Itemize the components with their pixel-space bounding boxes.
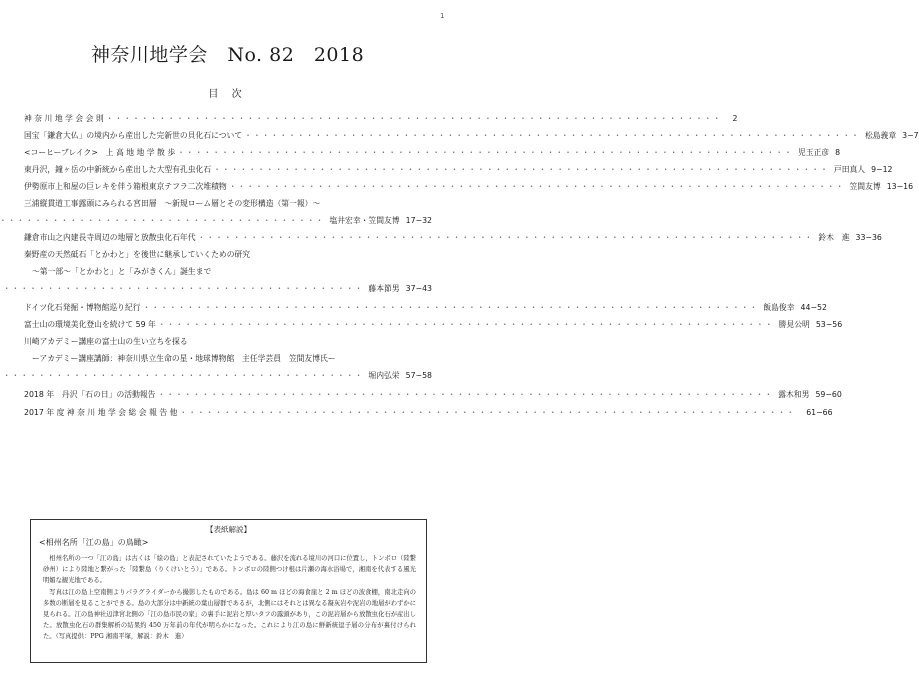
- journal-title: 神奈川地学会 No. 82 2018: [90, 44, 365, 66]
- toc-entry-title: 秦野産の天然砥石「とかわと」を後世に継承していくための研究: [24, 250, 251, 259]
- leader-dots: [175, 146, 795, 159]
- toc-entry-author: 飯島俊幸: [763, 303, 795, 312]
- toc-entry-page: 57−58: [405, 371, 432, 380]
- toc-entry-title: 東丹沢，鐘ヶ岳の中新統から産出した大型有孔虫化石: [24, 165, 212, 174]
- toc-entry[interactable]: [24, 129, 919, 142]
- page-number: 1: [440, 12, 445, 20]
- toc-entry-title: 2018 年 丹沢「石の日」の活動報告: [24, 390, 156, 399]
- toc-entry-subtitle: 〜第一部〜「とかわと」と「みがきくん」誕生まで: [32, 267, 212, 276]
- leader-dots: [0, 369, 365, 382]
- leader-dots: [0, 214, 326, 227]
- cover-note-paragraph: 写真は江の島上空南側よりパラグライダーから撮影したものである。島は 60 m ほどの海食崖と 2 m ほどの波食棚，南北走向の多数の断層を見ることができる。島の大部分は中新統の葉山層群であるが，北側にはそれとは異なる凝灰岩や泥岩の地層がわずかに見られる。江の島神社辺津宮北側の「江の島市民の家」の裏手に泥岩と厚いタフの露頭があり，この泥岩層から放散虫化石が産出した。放散虫化石の群集解析の結果約 450 万年前の年代が明らかになった。これにより江の島に鮮新統逗子層の分布が裏付けられた。（写真提供：PPG 湘南平塚，解説：鈴木 進）: [43, 588, 416, 641]
- toc-entry-author: 松島義章: [864, 131, 897, 140]
- toc-entry-page: 2: [732, 114, 738, 123]
- toc-entry-page: 3−7: [902, 131, 919, 140]
- toc-entry[interactable]: [24, 180, 914, 193]
- toc-entry-title-line[interactable]: [24, 335, 432, 348]
- cover-note-box: [30, 519, 427, 663]
- toc-heading: 目 次: [208, 89, 247, 100]
- toc-entry-author: 児玉正彦: [797, 148, 830, 157]
- toc-entry-author-line: [24, 214, 432, 227]
- toc-entry-author-line: [24, 282, 432, 295]
- toc-entry-title: 富士山の環境美化登山を続けて 59 年: [24, 320, 156, 329]
- toc-entry[interactable]: [24, 231, 882, 244]
- cover-note-label: 【表紙解説】: [206, 525, 251, 534]
- toc-entry[interactable]: [24, 406, 833, 419]
- leader-dots: [177, 406, 797, 419]
- toc-entry-page: 13−16: [886, 182, 914, 191]
- leader-dots: [0, 282, 365, 295]
- toc-entry-subtitle: ーアカデミー講座講師：神奈川県立生命の星・地球博物館 主任学芸員 笠間友博氏ー: [32, 354, 336, 363]
- toc-entry-title: 三浦縦貫道工事露頭にみられる宮田層 〜新規ローム層とその変形構造（第一報）〜: [24, 199, 321, 208]
- leader-dots: [211, 163, 831, 176]
- leader-dots: [141, 301, 761, 314]
- toc-entry-title: 川崎アカデミー講座の富士山の生い立ちを探る: [24, 337, 188, 346]
- toc-entry-subtitle-line: [24, 352, 432, 365]
- toc-entry-author: 戸田真人: [833, 165, 866, 174]
- toc-entry-page: 53−56: [815, 320, 843, 329]
- toc-entry-author: 露木和男: [778, 390, 810, 399]
- toc-entry-title: <コーヒーブレイク> 上 高 地 地 学 散 歩: [24, 148, 176, 157]
- toc-entry-author: 勝見公明: [778, 320, 810, 329]
- cover-note-paragraph: 相州名所の一つ「江の島」は古くは「絵の島」と表記されていたようである。藤沢を流れる境川の河口に位置し，トンボロ（陸繋砂州）により陸地と繋がった「陸繋島（りくけいとう）」である。トンボロの陸側つけ根は片瀬の海水浴場で，湘南を代表する風光明媚な観光地である。: [43, 555, 416, 585]
- toc-entry-subtitle-line: [24, 265, 432, 278]
- cover-note-heading: <相州名所「江の島」の鳥瞰>: [39, 538, 149, 547]
- leader-dots: [196, 231, 816, 244]
- toc-entry-title: 伊勢原市上和屋の巨レキを伴う箱根東京テフラ二次堆積物: [24, 182, 227, 191]
- toc-entry-page: 17−32: [405, 216, 432, 225]
- toc-entry-title: 神 奈 川 地 学 会 会 則: [24, 114, 104, 123]
- toc-entry-title: 2017 年 度 神 奈 川 地 学 会 総 会 報 告 他: [24, 408, 178, 417]
- toc-entry-title: ドイツ化石発掘・博物館巡り紀行: [24, 303, 141, 312]
- toc-entry-title-line[interactable]: [24, 197, 432, 210]
- toc-entry-author: 堀内弘栄: [368, 371, 400, 380]
- toc-entry-author: 笠間友博: [849, 182, 881, 191]
- toc-entry[interactable]: [24, 112, 738, 125]
- toc-entry[interactable]: [24, 318, 843, 331]
- toc-entry[interactable]: [24, 388, 842, 401]
- toc-entry[interactable]: [24, 301, 827, 314]
- leader-dots: [156, 318, 776, 331]
- toc-entry-author: 鈴木 進: [818, 233, 850, 242]
- toc-entry-title-line[interactable]: [24, 248, 432, 261]
- toc-entry-title: 国宝「鎌倉大仏」の境内から産出した完新世の貝化石について: [24, 131, 243, 140]
- toc-entry-author-line: [24, 369, 432, 382]
- toc-entry-author: 藤本節男: [368, 284, 400, 293]
- toc-entry-page: 59−60: [815, 390, 842, 399]
- toc-entry-page: 8: [835, 148, 841, 157]
- toc-entry[interactable]: [24, 146, 841, 159]
- toc-entry[interactable]: [24, 163, 893, 176]
- toc-entry-page: 9−12: [871, 165, 893, 174]
- toc-entry-page: 37−43: [405, 284, 432, 293]
- leader-dots: [227, 180, 847, 193]
- toc-entry-page: 44−52: [800, 303, 827, 312]
- toc-entry-page: 61−66: [806, 408, 833, 417]
- toc-entry-title: 鎌倉市山之内建長寺周辺の地層と放散虫化石年代: [24, 233, 196, 242]
- toc-entry-author: 塩井宏幸・笠間友博: [329, 216, 400, 225]
- toc-entry-page: 33−36: [855, 233, 882, 242]
- cover-note-body: [43, 553, 416, 643]
- leader-dots: [104, 112, 724, 125]
- leader-dots: [155, 388, 775, 401]
- leader-dots: [242, 129, 862, 142]
